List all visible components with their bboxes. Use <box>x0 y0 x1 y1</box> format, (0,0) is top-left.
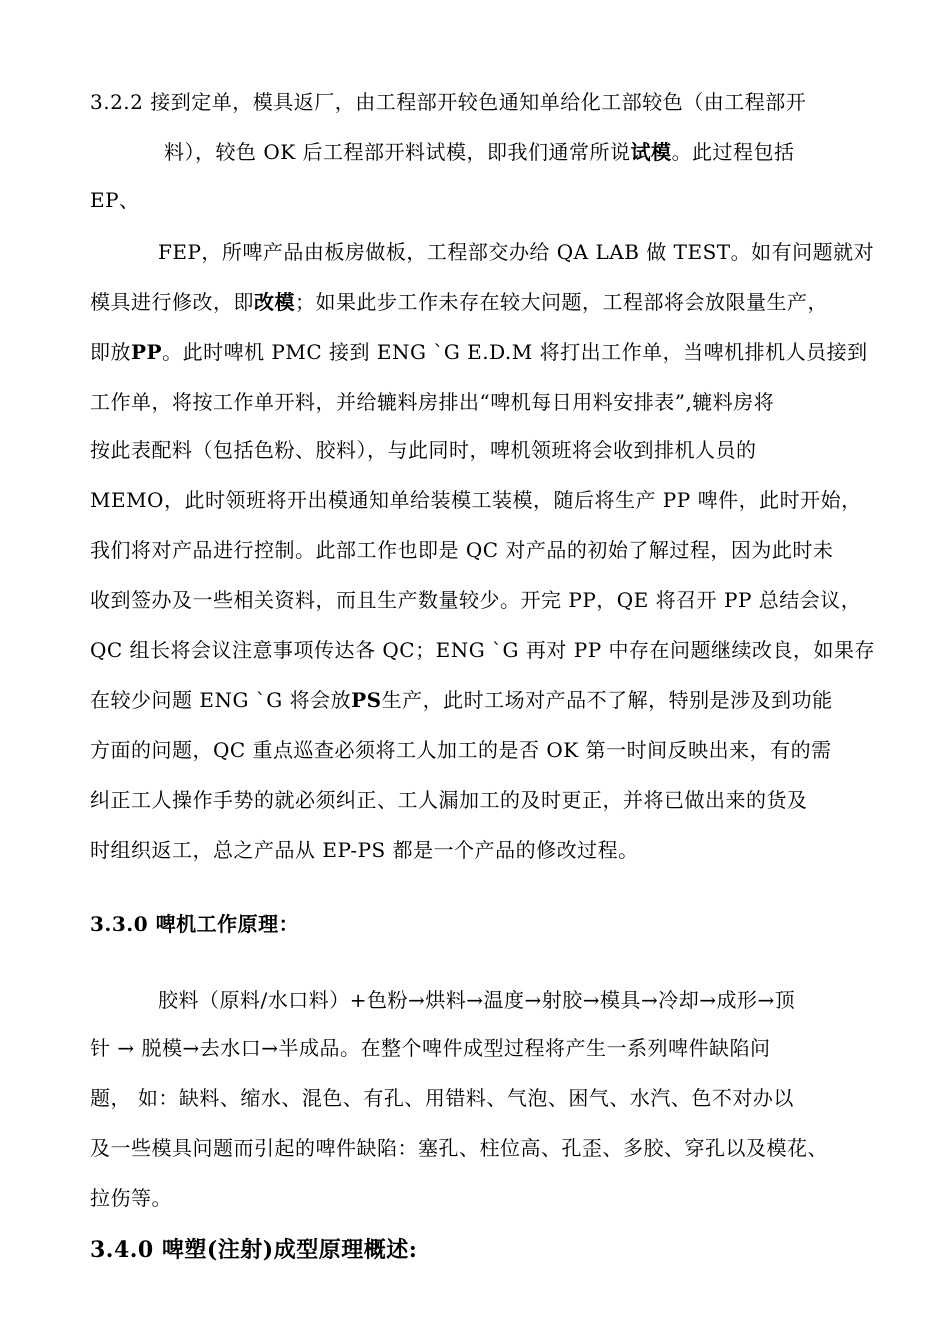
paragraph-322-line-2 <box>164 138 795 166</box>
text-run: 。此时啤机 PMC 接到 ENG `G E.D.M 将打出工作单，当啤机排机人员接到 <box>162 340 868 364</box>
paragraph-330-line-1: 胶料（原料/水口料）+色粉→烘料→温度→射胶→模具→冷却→成形→顶 <box>158 988 796 1012</box>
bold-term-pp: PP <box>131 340 163 364</box>
paragraph-322-line-16: 时组织返工，总之产品从 EP-PS 都是一个产品的修改过程。 <box>90 838 639 862</box>
paragraph-322-line-9: MEMO，此时领班将开出模通知单给装模工装模，随后将生产 PP 啤件，此时开始， <box>90 488 862 512</box>
section-heading-330: 3.3.0 啤机工作原理： <box>90 912 300 936</box>
paragraph-322-line-13 <box>90 686 833 714</box>
section-heading-340: 3.4.0 啤塑(注射)成型原理概述: <box>90 1237 418 1263</box>
paragraph-322-line-12: QC 组长将会议注意事项传达各 QC；ENG `G 再对 PP 中存在问题继续改良，如果存 <box>90 638 876 662</box>
text-run: 料），较色 OK 后工程部开料试模，即我们通常所说 <box>164 140 631 164</box>
paragraph-330-line-5: 拉伤等。 <box>90 1186 172 1210</box>
paragraph-322-line-10: 我们将对产品进行控制。此部工作也即是 QC 对产品的初始了解过程，因为此时未 <box>90 538 834 562</box>
paragraph-322-line-15: 纠正工人操作手势的就必须纠正、工人漏加工的及时更正，并将已做出来的货及 <box>90 788 808 812</box>
paragraph-322-line-5 <box>90 288 828 316</box>
paragraph-322-line-11: 收到签办及一些相关资料，而且生产数量较少。开完 PP，QE 将召开 PP 总结会议， <box>90 588 862 612</box>
text-run: 即放 <box>90 340 131 364</box>
text-run: 在较少问题 ENG `G 将会放 <box>90 688 352 712</box>
paragraph-322-line-6 <box>90 338 868 366</box>
text-run: 。此过程包括 <box>671 140 795 164</box>
bold-term-ps: PS <box>351 688 382 712</box>
text-run: ；如果此步工作未存在较大问题，工程部将会放限量生产， <box>295 290 828 314</box>
paragraph-330-line-4: 及一些模具问题而引起的啤件缺陷：塞孔、柱位高、孔歪、多胶、穿孔以及模花、 <box>90 1136 828 1160</box>
paragraph-322-line-8: 按此表配料（包括色粉、胶料），与此同时，啤机领班将会收到排机人员的 <box>90 438 757 462</box>
paragraph-322-line-7: 工作单，将按工作单开料，并给辘料房排出“啤机每日用料安排表”,辘料房将 <box>90 390 775 414</box>
paragraph-322-line-3: EP、 <box>90 188 140 212</box>
paragraph-322-line-4: FEP，所啤产品由板房做板，工程部交办给 QA LAB 做 TEST。如有问题就对 <box>158 240 875 264</box>
bold-term-try-mold: 试模 <box>630 140 672 164</box>
paragraph-322-line-14: 方面的问题，QC 重点巡查必须将工人加工的是否 OK 第一时间反映出来，有的需 <box>90 738 832 762</box>
text-run: 模具进行修改，即 <box>90 290 254 314</box>
paragraph-330-line-2: 针 → 脱模→去水口→半成品。在整个啤件成型过程将产生一系列啤件缺陷问 <box>90 1036 771 1060</box>
paragraph-330-line-3: 题， 如：缺料、缩水、混色、有孔、用错料、气泡、困气、水汽、色不对办以 <box>90 1086 794 1110</box>
text-run: 生产，此时工场对产品不了解，特别是涉及到功能 <box>381 688 833 712</box>
paragraph-322-line-1: 3.2.2 接到定单，模具返厂，由工程部开较色通知单给化工部较色（由工程部开 <box>90 90 807 114</box>
bold-term-modify-mold: 改模 <box>254 290 295 314</box>
